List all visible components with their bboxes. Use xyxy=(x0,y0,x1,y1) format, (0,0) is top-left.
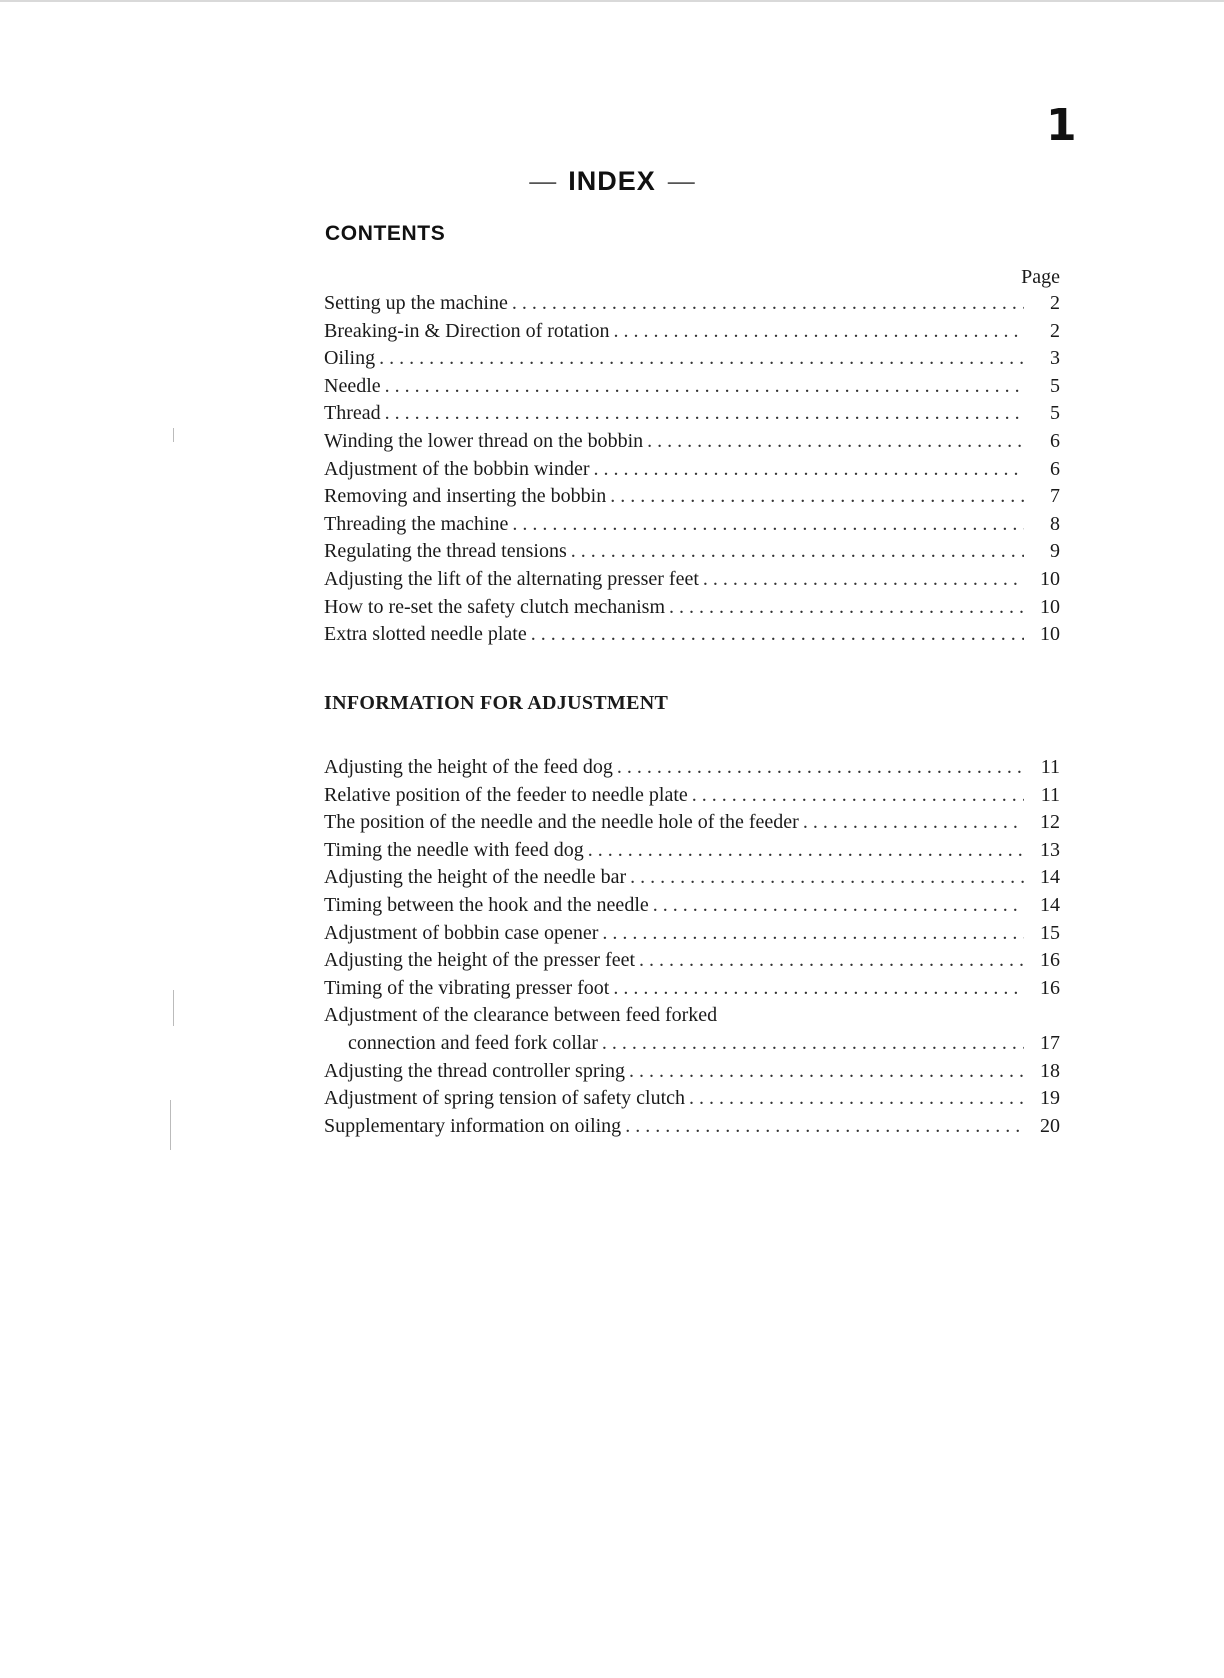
toc-item xyxy=(324,400,1060,428)
toc-item xyxy=(324,782,1060,810)
dot-leader xyxy=(689,1085,1024,1113)
page-number: 1 xyxy=(1046,100,1077,151)
dot-leader xyxy=(630,864,1024,892)
toc-item-page: 17 xyxy=(1040,1031,1060,1054)
index-title-word: INDEX xyxy=(568,166,656,196)
toc-item xyxy=(324,1058,1060,1086)
dot-leader xyxy=(629,1058,1024,1086)
title-dash-right: — xyxy=(667,166,695,196)
toc-item-title: Adjustment of spring tension of safety clutch xyxy=(324,1087,686,1110)
toc-item xyxy=(324,754,1060,782)
toc-item-page: 14 xyxy=(1040,866,1060,889)
dot-leader xyxy=(385,373,1024,401)
scan-margin-mark xyxy=(173,990,174,1026)
toc-item xyxy=(324,621,1060,649)
toc-item-page: 10 xyxy=(1040,595,1060,618)
toc-item xyxy=(324,428,1060,456)
dot-leader xyxy=(617,754,1024,782)
contents-list xyxy=(324,290,1060,649)
toc-item-title: Removing and inserting the bobbin xyxy=(324,485,607,508)
title-dash-left: — xyxy=(529,166,557,196)
dot-leader xyxy=(512,511,1024,539)
toc-item xyxy=(324,566,1060,594)
toc-item-page: 18 xyxy=(1040,1059,1060,1082)
dot-leader xyxy=(602,1030,1024,1058)
dot-leader xyxy=(571,538,1024,566)
toc-item-title: Extra slotted needle plate xyxy=(324,623,527,646)
toc-item xyxy=(324,373,1060,401)
dot-leader xyxy=(703,566,1024,594)
dot-leader xyxy=(625,1113,1024,1141)
toc-item-title: Supplementary information on oiling xyxy=(324,1114,622,1137)
toc-item xyxy=(324,947,1060,975)
toc-item-page: 6 xyxy=(1050,457,1060,480)
dot-leader xyxy=(639,947,1024,975)
toc-item-page: 2 xyxy=(1050,319,1060,342)
toc-item-title: Adjustment of the clearance between feed forked xyxy=(324,1004,718,1027)
toc-item xyxy=(324,809,1060,837)
toc-item-page: 20 xyxy=(1040,1114,1060,1137)
toc-item-title: Timing of the vibrating presser foot xyxy=(324,976,610,999)
toc-item-title: The position of the needle and the needle hole of the feeder xyxy=(324,811,799,834)
toc-item-page: 6 xyxy=(1050,429,1060,452)
dot-leader xyxy=(594,456,1024,484)
adjustment-list xyxy=(324,754,1060,1140)
toc-item-title: connection and feed fork collar xyxy=(348,1031,598,1054)
scan-top-edge xyxy=(0,0,1224,2)
toc-item xyxy=(324,975,1060,1003)
toc-item-title: Adjustment of bobbin case opener xyxy=(324,921,599,944)
toc-item xyxy=(324,456,1060,484)
toc-item xyxy=(324,318,1060,346)
toc-item-title: Winding the lower thread on the bobbin xyxy=(324,429,644,452)
toc-item-page: 14 xyxy=(1040,893,1060,916)
toc-item-page: 16 xyxy=(1040,949,1060,972)
toc-item xyxy=(324,290,1060,318)
toc-item-page: 9 xyxy=(1050,540,1060,563)
toc-item-title: Setting up the machine xyxy=(324,292,508,314)
dot-leader xyxy=(531,621,1024,649)
scan-margin-mark xyxy=(170,1100,171,1150)
index-title xyxy=(0,164,1224,198)
toc-item xyxy=(324,594,1060,622)
dot-leader xyxy=(692,782,1024,810)
dot-leader xyxy=(653,892,1024,920)
toc-item xyxy=(324,345,1060,373)
toc-item-title: Threading the machine xyxy=(324,512,509,535)
toc-item-title: Timing the needle with feed dog xyxy=(324,838,584,861)
toc-item-page: 7 xyxy=(1050,485,1060,508)
dot-leader xyxy=(669,594,1024,622)
toc-item xyxy=(324,511,1060,539)
toc-item-title: How to re-set the safety clutch mechanism xyxy=(324,595,665,618)
toc-item-title: Adjusting the height of the presser feet xyxy=(324,949,636,972)
toc-item-page: 2 xyxy=(1050,292,1060,314)
dot-leader xyxy=(613,975,1024,1003)
toc-item-page: 13 xyxy=(1040,838,1060,861)
dot-leader xyxy=(610,483,1024,511)
toc-item xyxy=(324,864,1060,892)
contents-heading: CONTENTS xyxy=(325,222,446,245)
toc-item-page: 10 xyxy=(1040,567,1060,590)
toc-item-page: 19 xyxy=(1040,1087,1060,1110)
toc-item-page: 8 xyxy=(1050,512,1060,535)
toc-item-page: 10 xyxy=(1040,623,1060,646)
toc-item-title: Needle xyxy=(324,374,381,397)
toc-item-page: 5 xyxy=(1050,374,1060,397)
toc-item-page: 16 xyxy=(1040,976,1060,999)
toc-item-page: 12 xyxy=(1040,811,1060,834)
toc-item-title: Breaking-in & Direction of rotation xyxy=(324,319,610,342)
dot-leader xyxy=(385,400,1024,428)
toc-item-page: 11 xyxy=(1040,756,1060,778)
toc-item-title: Adjusting the thread controller spring xyxy=(324,1059,626,1082)
toc-item-page: 15 xyxy=(1040,921,1060,944)
dot-leader xyxy=(379,345,1024,373)
toc-item-title: Adjusting the lift of the alternating presser feet xyxy=(324,567,699,590)
toc-item-title: Relative position of the feeder to needle plate xyxy=(324,783,688,806)
adjustment-heading: INFORMATION FOR ADJUSTMENT xyxy=(324,692,669,714)
scan-margin-mark xyxy=(173,428,174,442)
toc-item xyxy=(324,1002,1060,1030)
dot-leader xyxy=(602,920,1024,948)
dot-leader xyxy=(803,809,1024,837)
dot-leader xyxy=(647,428,1024,456)
toc-item xyxy=(324,483,1060,511)
toc-item xyxy=(324,1113,1060,1141)
toc-item-page: 11 xyxy=(1040,783,1060,806)
toc-item xyxy=(324,920,1060,948)
toc-item-title: Adjustment of the bobbin winder xyxy=(324,457,590,480)
toc-item-title: Thread xyxy=(324,402,381,425)
dot-leader xyxy=(613,318,1024,346)
toc-item xyxy=(324,1030,1060,1058)
toc-item-title: Oiling xyxy=(324,347,376,370)
toc-item xyxy=(324,1085,1060,1113)
toc-item-title: Adjusting the height of the feed dog xyxy=(324,756,613,778)
page-column-label: Page xyxy=(1021,266,1060,288)
toc-item xyxy=(324,538,1060,566)
toc-item-page: 5 xyxy=(1050,402,1060,425)
toc-item-title: Regulating the thread tensions xyxy=(324,540,567,563)
toc-item xyxy=(324,837,1060,865)
toc-item xyxy=(324,892,1060,920)
dot-leader xyxy=(512,290,1024,318)
toc-item-page: 3 xyxy=(1050,347,1060,370)
toc-item-title: Adjusting the height of the needle bar xyxy=(324,866,627,889)
dot-leader xyxy=(588,837,1024,865)
toc-item-title: Timing between the hook and the needle xyxy=(324,893,649,916)
